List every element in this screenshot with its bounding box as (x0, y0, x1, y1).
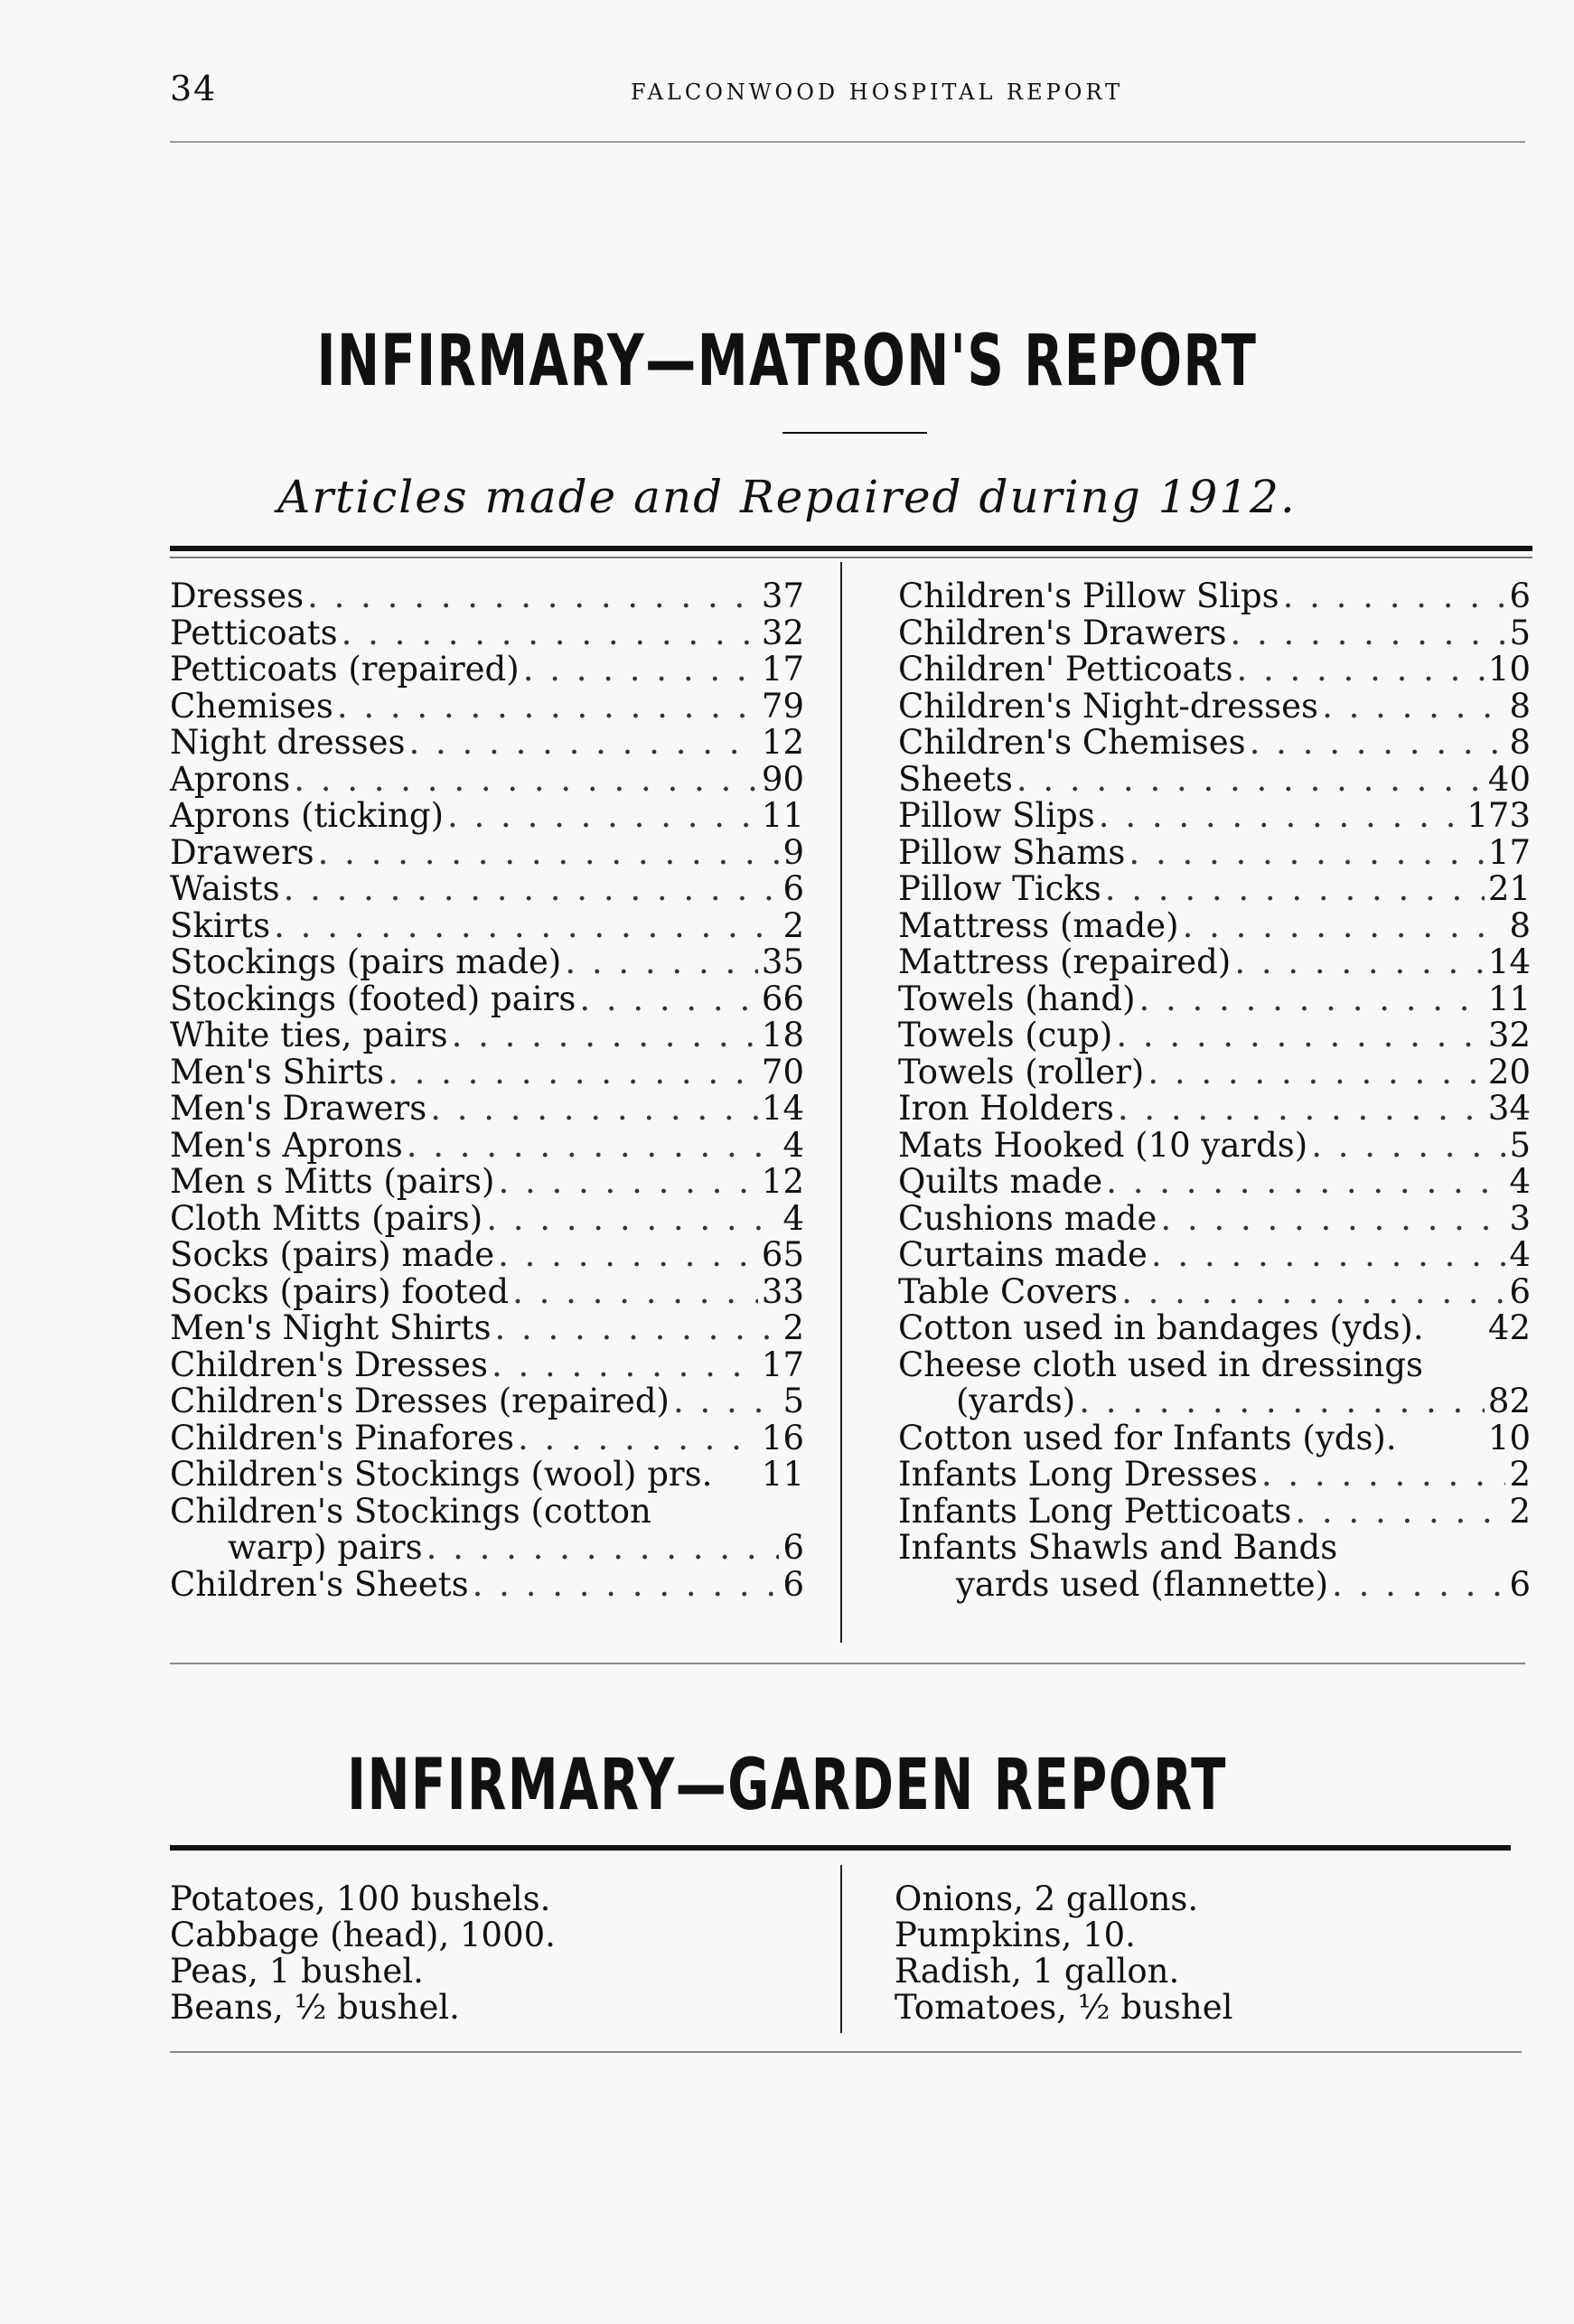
list-item: Cotton used for Infants (yds). 10 (898, 1418, 1531, 1457)
running-title: FALCONWOOD HOSPITAL REPORT (631, 80, 1124, 105)
list-item: Onions, 2 gallons. (895, 1879, 1199, 1918)
list-item: Infants Long Petticoats . . . 2 (898, 1494, 1531, 1531)
list-item: Cloth Mitts (pairs) . . . 4 (170, 1201, 804, 1238)
page-number: 34 (170, 69, 218, 108)
list-item: Men's Drawers . . . 14 (170, 1091, 804, 1128)
list-item: Radish, 1 gallon. (895, 1952, 1180, 1991)
table-top-rule (170, 546, 1532, 551)
list-item: Infants Shawls and Bands (898, 1528, 1338, 1567)
list-item: Petticoats . . . 32 (170, 615, 804, 652)
list-item: Children's Stockings (wool) prs. 11 (170, 1455, 804, 1494)
list-item: Mats Hooked (10 yards) . . . 5 (898, 1128, 1531, 1165)
header-rule (170, 141, 1525, 143)
garden-report-title: INFIRMARY—GARDEN REPORT (347, 1745, 1227, 1826)
garden-left-column (170, 1881, 802, 2026)
list-item: Pillow Ticks . . . 21 (898, 871, 1531, 908)
list-item: Chemises . . . 79 (170, 689, 804, 726)
matron-report-title: INFIRMARY—MATRON'S REPORT (316, 321, 1258, 402)
list-item: Mattress (repaired) . . . 14 (898, 944, 1531, 981)
garden-column-divider (840, 1865, 842, 2033)
list-item: Children's Pinafores . . . 16 (170, 1420, 804, 1457)
list-item: Children's Stockings (cotton (170, 1491, 651, 1531)
list-item: Dresses . . . 37 (170, 578, 804, 615)
list-item: Men's Aprons . . . 4 (170, 1128, 804, 1165)
list-item: Socks (pairs) made . . . 65 (170, 1237, 804, 1274)
list-item: Infants Long Dresses . . . 2 (898, 1457, 1531, 1494)
list-item: yards used (flannette) . . . 6 (898, 1567, 1531, 1604)
list-item: Mattress (made) . . . 8 (898, 908, 1531, 945)
list-item: Drawers . . . 9 (170, 835, 804, 872)
list-item: Children's Dresses . . . 17 (170, 1347, 804, 1384)
list-item: Aprons (ticking) . . . 11 (170, 798, 804, 835)
list-item: Beans, ½ bushel. (170, 1988, 460, 2027)
matron-report-subtitle: Articles made and Repaired during 1912. (277, 471, 1297, 523)
list-item: Night dresses . . . 12 (170, 725, 804, 762)
matron-right-column (898, 578, 1531, 1603)
list-item: Children's Dresses (repaired) . . . 5 (170, 1383, 804, 1420)
list-item: Petticoats (repaired) . . . 17 (170, 651, 804, 689)
list-item: Men's Night Shirts . . . 2 (170, 1310, 804, 1347)
list-item: Children's Pillow Slips . . . 6 (898, 578, 1531, 615)
list-item: Waists . . . 6 (170, 871, 804, 908)
list-item: Curtains made . . . 4 (898, 1237, 1531, 1274)
list-item: Children's Chemises . . . 8 (898, 725, 1531, 762)
list-item: Children's Night-dresses . . . 8 (898, 689, 1531, 726)
list-item: Iron Holders . . . 34 (898, 1091, 1531, 1128)
list-item: Pillow Slips . . . 173 (898, 798, 1531, 835)
list-item: Men's Shirts . . . 70 (170, 1054, 804, 1092)
garden-top-rule (170, 1845, 1511, 1851)
list-item: Towels (roller) . . . 20 (898, 1054, 1531, 1092)
list-item: Aprons . . . 90 (170, 762, 804, 799)
list-item: Tomatoes, ½ bushel (895, 1988, 1233, 2027)
list-item: Men s Mitts (pairs) . . . 12 (170, 1164, 804, 1201)
list-item: Quilts made . . . 4 (898, 1164, 1531, 1201)
list-item: warp) pairs . . . 6 (170, 1530, 804, 1567)
table-top-rule-thin (170, 557, 1532, 558)
list-item: Peas, 1 bushel. (170, 1952, 424, 1991)
list-item: Skirts . . . 2 (170, 908, 804, 945)
list-item: Children's Sheets . . . 6 (170, 1567, 804, 1604)
table-bottom-rule (170, 1663, 1525, 1664)
list-item: Stockings (pairs made) . . . 35 (170, 944, 804, 981)
list-item: Children's Drawers . . . 5 (898, 615, 1531, 652)
list-item: White ties, pairs . . . 18 (170, 1017, 804, 1054)
list-item: Towels (cup) . . . 32 (898, 1017, 1531, 1054)
running-header (170, 70, 1494, 107)
list-item: Pillow Shams . . . 17 (898, 835, 1531, 872)
list-item: (yards) . . . 82 (898, 1383, 1531, 1420)
list-item: Potatoes, 100 bushels. (170, 1879, 551, 1918)
list-item: Sheets . . . 40 (898, 762, 1531, 799)
list-item: Pumpkins, 10. (895, 1916, 1136, 1954)
list-item: Cushions made . . . 3 (898, 1201, 1531, 1238)
list-item: Children' Petticoats . . . 10 (898, 651, 1531, 689)
list-item: Socks (pairs) footed . . . 33 (170, 1274, 804, 1311)
list-item: Stockings (footed) pairs . . . 66 (170, 981, 804, 1018)
title-short-rule (782, 432, 927, 434)
garden-bottom-rule (170, 2051, 1522, 2053)
list-item: Towels (hand) . . . 11 (898, 981, 1531, 1018)
list-item: Cheese cloth used in dressings (898, 1345, 1424, 1384)
garden-right-column (895, 1881, 1527, 2026)
list-item: Cotton used in bandages (yds). 42 (898, 1308, 1531, 1347)
list-item: Cabbage (head), 1000. (170, 1916, 556, 1954)
matron-left-column (170, 578, 804, 1603)
column-divider (840, 562, 842, 1643)
list-item: Table Covers . . . 6 (898, 1274, 1531, 1311)
